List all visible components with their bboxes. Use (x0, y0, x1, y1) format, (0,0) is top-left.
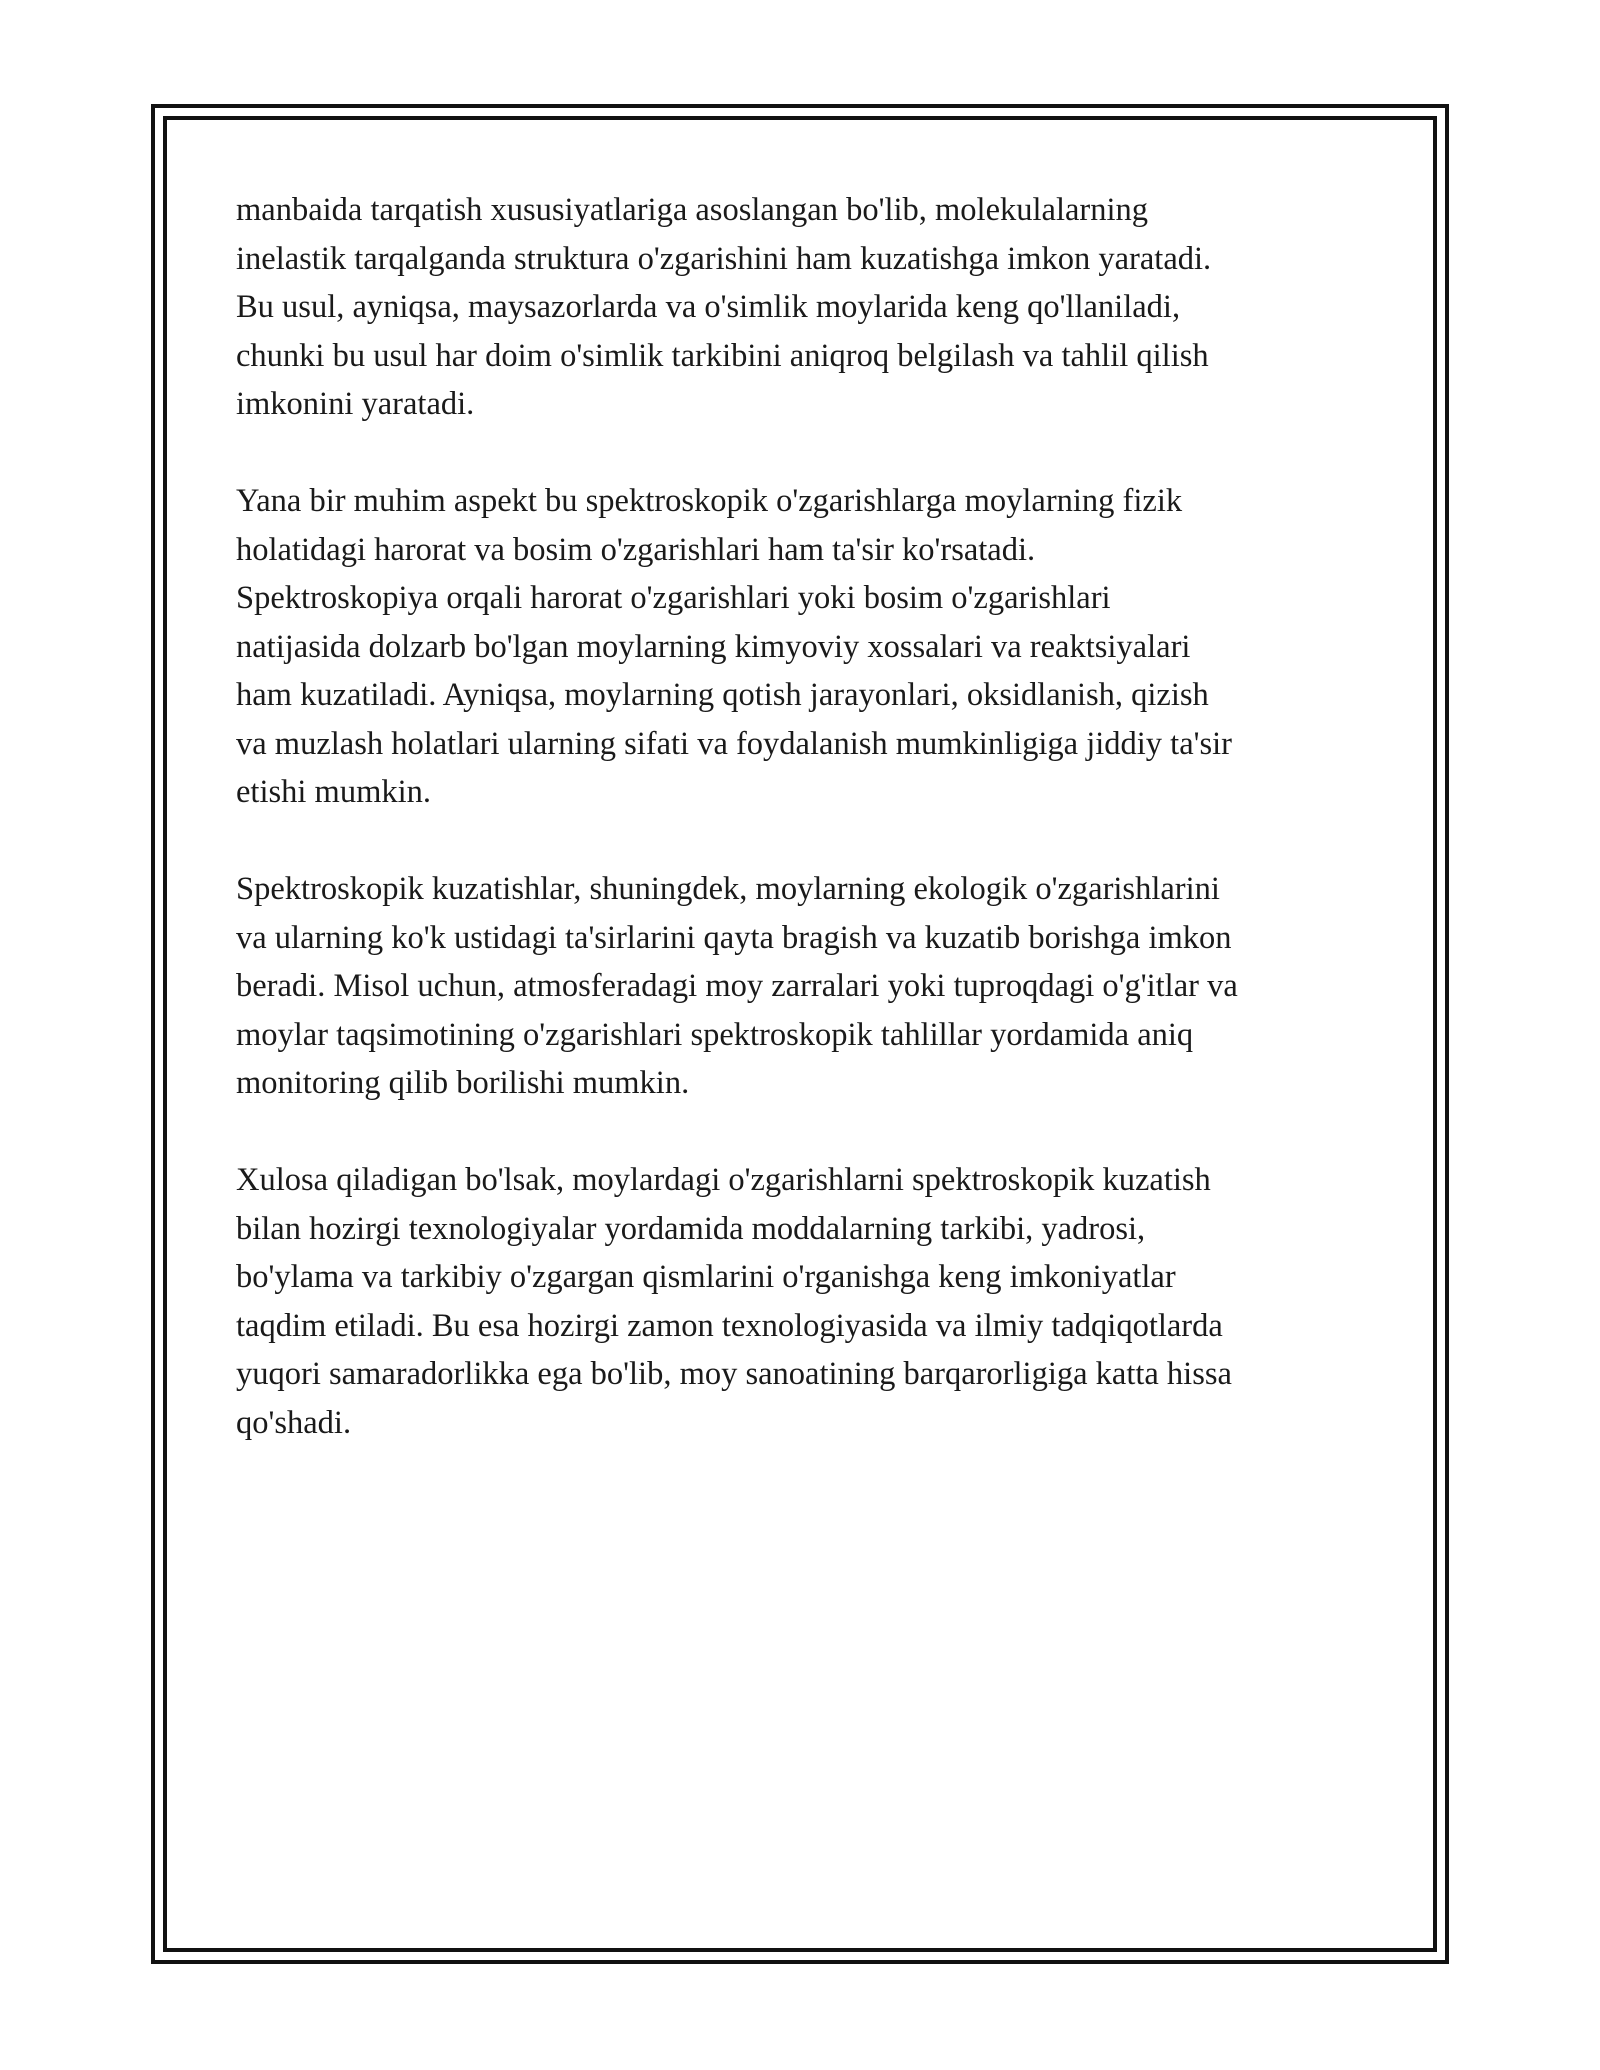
text-line: yuqori samaradorlikka ega bo'lib, moy sanoatining barqarorligiga katta hissa (236, 1356, 1232, 1392)
text-line: ham kuzatiladi. Ayniqsa, moylarning qotish jarayonlari, oksidlanish, qizish (236, 677, 1209, 713)
paragraph-4 (236, 1156, 1376, 1447)
text-line: bilan hozirgi texnologiyalar yordamida moddalarning tarkibi, yadrosi, (236, 1210, 1146, 1247)
text-line: taqdim etiladi. Bu esa hozirgi zamon texnologiyasida va ilmiy tadqiqotlarda (236, 1307, 1223, 1344)
text-line: monitoring qilib borilishi mumkin. (236, 1065, 690, 1101)
text-line: etishi mumkin. (236, 774, 431, 810)
text-line: Spektroskopik kuzatishlar, shuningdek, moylarning ekologik o'zgarishlarini (236, 871, 1220, 907)
paragraph-1 (236, 186, 1376, 429)
paragraph-3 (236, 865, 1376, 1108)
text-line: manbaida tarqatish xususiyatlariga asoslangan bo'lib, molekulalarning (236, 192, 1149, 228)
text-line: Yana bir muhim aspekt bu spektroskopik o'zgarishlarga moylarning fizik (236, 483, 1183, 519)
text-line: inelastik tarqalganda struktura o'zgarishini ham kuzatishga imkon yaratadi. (236, 240, 1212, 277)
text-line: qo'shadi. (236, 1404, 352, 1441)
text-line: va ularning ko'k ustidagi ta'sirlarini qayta bragish va kuzatib borishga imkon (236, 919, 1232, 956)
text-line: Bu usul, ayniqsa, maysazorlarda va o'simlik moylarida keng qo'llaniladi, (236, 289, 1181, 325)
text-line: Xulosa qiladigan bo'lsak, moylardagi o'zgarishlarni spektroskopik kuzatish (236, 1162, 1211, 1198)
text-line: imkonini yaratadi. (236, 386, 475, 422)
text-line: beradi. Misol uchun, atmosferadagi moy zarralari yoki tuproqdagi o'g'itlar va (236, 968, 1238, 1004)
text-line: chunki bu usul har doim o'simlik tarkibini aniqroq belgilash va tahlil qilish (236, 337, 1209, 374)
page-content (236, 186, 1376, 1496)
paragraph-2 (236, 477, 1376, 817)
text-line: Spektroskopiya orqali harorat o'zgarishlari yoki bosim o'zgarishlari (236, 580, 1111, 616)
text-line: holatidagi harorat va bosim o'zgarishlari ham ta'sir ko'rsatadi. (236, 531, 1036, 568)
text-line: moylar taqsimotining o'zgarishlari spektroskopik tahlillar yordamida aniq (236, 1016, 1194, 1053)
text-line: va muzlash holatlari ularning sifati va foydalanish mumkinligiga jiddiy ta'sir (236, 725, 1232, 762)
text-line: bo'ylama va tarkibiy o'zgargan qismlarini o'rganishga keng imkoniyatlar (236, 1259, 1176, 1295)
text-line: natijasida dolzarb bo'lgan moylarning kimyoviy xossalari va reaktsiyalari (236, 628, 1191, 665)
